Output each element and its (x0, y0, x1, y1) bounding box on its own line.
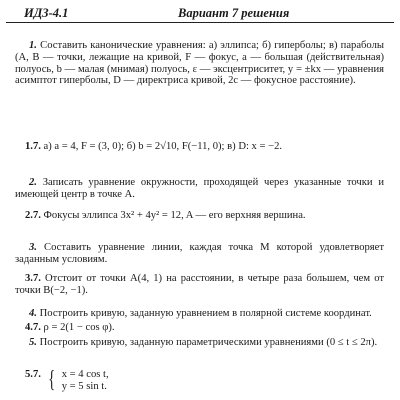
task-number: 4.7. (25, 322, 41, 333)
system-brace: { (47, 367, 55, 393)
task-5-7 (25, 369, 109, 393)
task-3 (15, 242, 384, 266)
assignment-id: ИДЗ-4.1 (24, 6, 69, 20)
task-3-7 (15, 273, 384, 297)
task-text: Составить канонические уравнения: а) эллипса; б) гиперболы; в) параболы (A, B — точки, лежащие на кривой, F — фокус, a — большая (действительная) полуось, b — малая (мнимая) полуось, ε — эксцентриситет, y = ±kx — уравнения асимптот гиперболы, D — директриса кривой, 2c — фокусное расстояние). (15, 40, 384, 87)
task-number: 3. (29, 242, 37, 253)
task-text: Составить уравнение линии, каждая точка M которой удовлетворяет заданным условиям. (15, 242, 385, 265)
task-text: Отстоит от точки A(4, 1) на расстоянии, в четыре раза большем, чем от точки B(−2, −1). (15, 273, 384, 296)
header-rule (6, 22, 394, 23)
task-number: 4. (29, 308, 37, 319)
task-number: 3.7. (25, 273, 41, 284)
task-number: 2. (29, 177, 37, 188)
task-text: а) a = 4, F = (3, 0); б) b = 2√10, F(−11, 0); в) D: x = −2. (43, 141, 283, 152)
task-text: Записать уравнение окружности, проходящей через указанные точки и имеющей центр в точке A. (15, 177, 384, 200)
page-header (0, 6, 400, 26)
equation-x: x = 4 cos t, (61, 369, 109, 380)
task-number: 1.7. (25, 141, 41, 152)
task-text: Фокусы эллипса 3x² + 4y² = 12, A — его верхняя вершина. (43, 210, 306, 221)
task-5 (15, 337, 384, 349)
task-number: 5. (29, 337, 37, 348)
task-number: 1. (29, 40, 37, 51)
task-1 (15, 40, 384, 87)
task-number: 5.7. (25, 369, 41, 380)
task-number: 2.7. (25, 210, 41, 221)
task-2 (15, 177, 384, 201)
variant-title: Вариант 7 решения (178, 6, 290, 20)
task-2-7 (15, 210, 384, 222)
equation-y: y = 5 sin t. (61, 381, 107, 392)
parametric-system (62, 369, 109, 393)
task-4 (15, 308, 384, 320)
task-1-7 (15, 141, 384, 153)
task-text: ρ = 2(1 − cos φ). (43, 322, 115, 333)
task-4-7 (15, 322, 384, 334)
task-text: Построить кривую, заданную параметрическими уравнениями (0 ≤ t ≤ 2π). (39, 337, 378, 348)
task-text: Построить кривую, заданную уравнением в полярной системе координат. (39, 308, 372, 319)
